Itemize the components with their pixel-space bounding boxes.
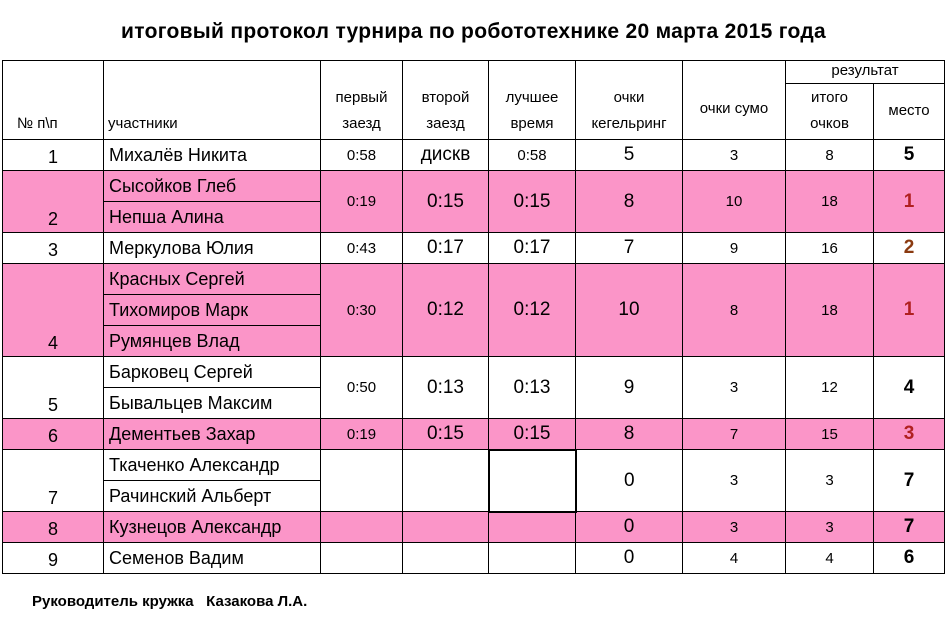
table-row [3, 171, 945, 202]
participant-name: Ткаченко Александр [104, 450, 321, 481]
row-number: 3 [3, 233, 104, 264]
participant-name: Рачинский Альберт [104, 481, 321, 512]
total-points: 4 [786, 543, 874, 574]
place-value: 2 [874, 233, 945, 264]
best-time: 0:12 [489, 264, 576, 357]
participant-name: Тихомиров Марк [104, 295, 321, 326]
run2-time [403, 512, 489, 543]
kegel-points: 9 [576, 357, 683, 419]
table-row [3, 140, 945, 171]
kegel-points: 5 [576, 140, 683, 171]
participant-name: Барковец Сергей [104, 357, 321, 388]
table-row [3, 233, 945, 264]
run1-time: 0:50 [321, 357, 403, 419]
best-time [489, 512, 576, 543]
table-row [3, 264, 945, 295]
best-time: 0:17 [489, 233, 576, 264]
row-number: 2 [3, 171, 104, 233]
best-time: 0:15 [489, 419, 576, 450]
sumo-points: 10 [683, 171, 786, 233]
run1-time: 0:43 [321, 233, 403, 264]
kegel-points: 8 [576, 419, 683, 450]
place-value: 4 [874, 357, 945, 419]
place-value: 6 [874, 543, 945, 574]
header-sumo: очки сумо [683, 61, 786, 140]
row-number: 7 [3, 450, 104, 512]
sumo-points: 3 [683, 357, 786, 419]
sumo-points: 3 [683, 450, 786, 512]
row-number: 8 [3, 512, 104, 543]
total-points: 8 [786, 140, 874, 171]
header-place: место [874, 84, 945, 140]
total-points: 3 [786, 512, 874, 543]
row-number: 1 [3, 140, 104, 171]
run2-time [403, 450, 489, 512]
run2-time [403, 543, 489, 574]
place-value: 7 [874, 512, 945, 543]
participant-name: Михалёв Никита [104, 140, 321, 171]
place-value: 7 [874, 450, 945, 512]
participant-name: Семенов Вадим [104, 543, 321, 574]
best-time [489, 543, 576, 574]
participant-name: Румянцев Влад [104, 326, 321, 357]
participant-name: Дементьев Захар [104, 419, 321, 450]
run2-time: 0:15 [403, 171, 489, 233]
best-time: 0:13 [489, 357, 576, 419]
header-best: лучшее время [489, 61, 576, 140]
best-time[interactable] [489, 450, 576, 512]
kegel-points: 0 [576, 512, 683, 543]
sumo-points: 3 [683, 140, 786, 171]
participant-name: Красных Сергей [104, 264, 321, 295]
row-number: 9 [3, 543, 104, 574]
document-title: итоговый протокол турнира по робототехнике 20 марта 2015 года [121, 20, 826, 43]
best-time: 0:15 [489, 171, 576, 233]
participant-name: Кузнецов Александр [104, 512, 321, 543]
place-value: 5 [874, 140, 945, 171]
sumo-points: 9 [683, 233, 786, 264]
kegel-points: 10 [576, 264, 683, 357]
header-participants: участники [104, 61, 321, 140]
run1-time [321, 543, 403, 574]
run2-time: 0:12 [403, 264, 489, 357]
total-points: 16 [786, 233, 874, 264]
kegel-points: 8 [576, 171, 683, 233]
total-points: 18 [786, 264, 874, 357]
run1-time [321, 450, 403, 512]
place-value: 3 [874, 419, 945, 450]
run1-time: 0:58 [321, 140, 403, 171]
kegel-points: 0 [576, 450, 683, 512]
run1-time [321, 512, 403, 543]
row-number: 5 [3, 357, 104, 419]
results-table [2, 60, 945, 574]
header-run2: второй заезд [403, 61, 489, 140]
best-time: 0:58 [489, 140, 576, 171]
header-result: результат [786, 61, 945, 84]
participant-name: Непша Алина [104, 202, 321, 233]
kegel-points: 7 [576, 233, 683, 264]
footer-signature: Руководитель кружка Казакова Л.А. [32, 593, 308, 610]
run2-time: 0:13 [403, 357, 489, 419]
place-value: 1 [874, 171, 945, 233]
total-points: 12 [786, 357, 874, 419]
total-points: 15 [786, 419, 874, 450]
participant-name: Бывальцев Максим [104, 388, 321, 419]
sumo-points: 4 [683, 543, 786, 574]
place-value: 1 [874, 264, 945, 357]
participant-name: Сысойков Глеб [104, 171, 321, 202]
row-number: 6 [3, 419, 104, 450]
sumo-points: 7 [683, 419, 786, 450]
header-run1: первый заезд [321, 61, 403, 140]
table-row [3, 419, 945, 450]
table-row [3, 450, 945, 481]
header-total: итого очков [786, 84, 874, 140]
run1-time: 0:19 [321, 171, 403, 233]
header-number: № п\п [3, 61, 104, 140]
header-kegel: очки кегельринг [576, 61, 683, 140]
sumo-points: 8 [683, 264, 786, 357]
table-row [3, 543, 945, 574]
row-number: 4 [3, 264, 104, 357]
run2-time: дискв [403, 140, 489, 171]
participant-name: Меркулова Юлия [104, 233, 321, 264]
run1-time: 0:19 [321, 419, 403, 450]
run2-time: 0:17 [403, 233, 489, 264]
kegel-points: 0 [576, 543, 683, 574]
total-points: 3 [786, 450, 874, 512]
run2-time: 0:15 [403, 419, 489, 450]
run1-time: 0:30 [321, 264, 403, 357]
total-points: 18 [786, 171, 874, 233]
sumo-points: 3 [683, 512, 786, 543]
table-row [3, 357, 945, 388]
table-row [3, 512, 945, 543]
